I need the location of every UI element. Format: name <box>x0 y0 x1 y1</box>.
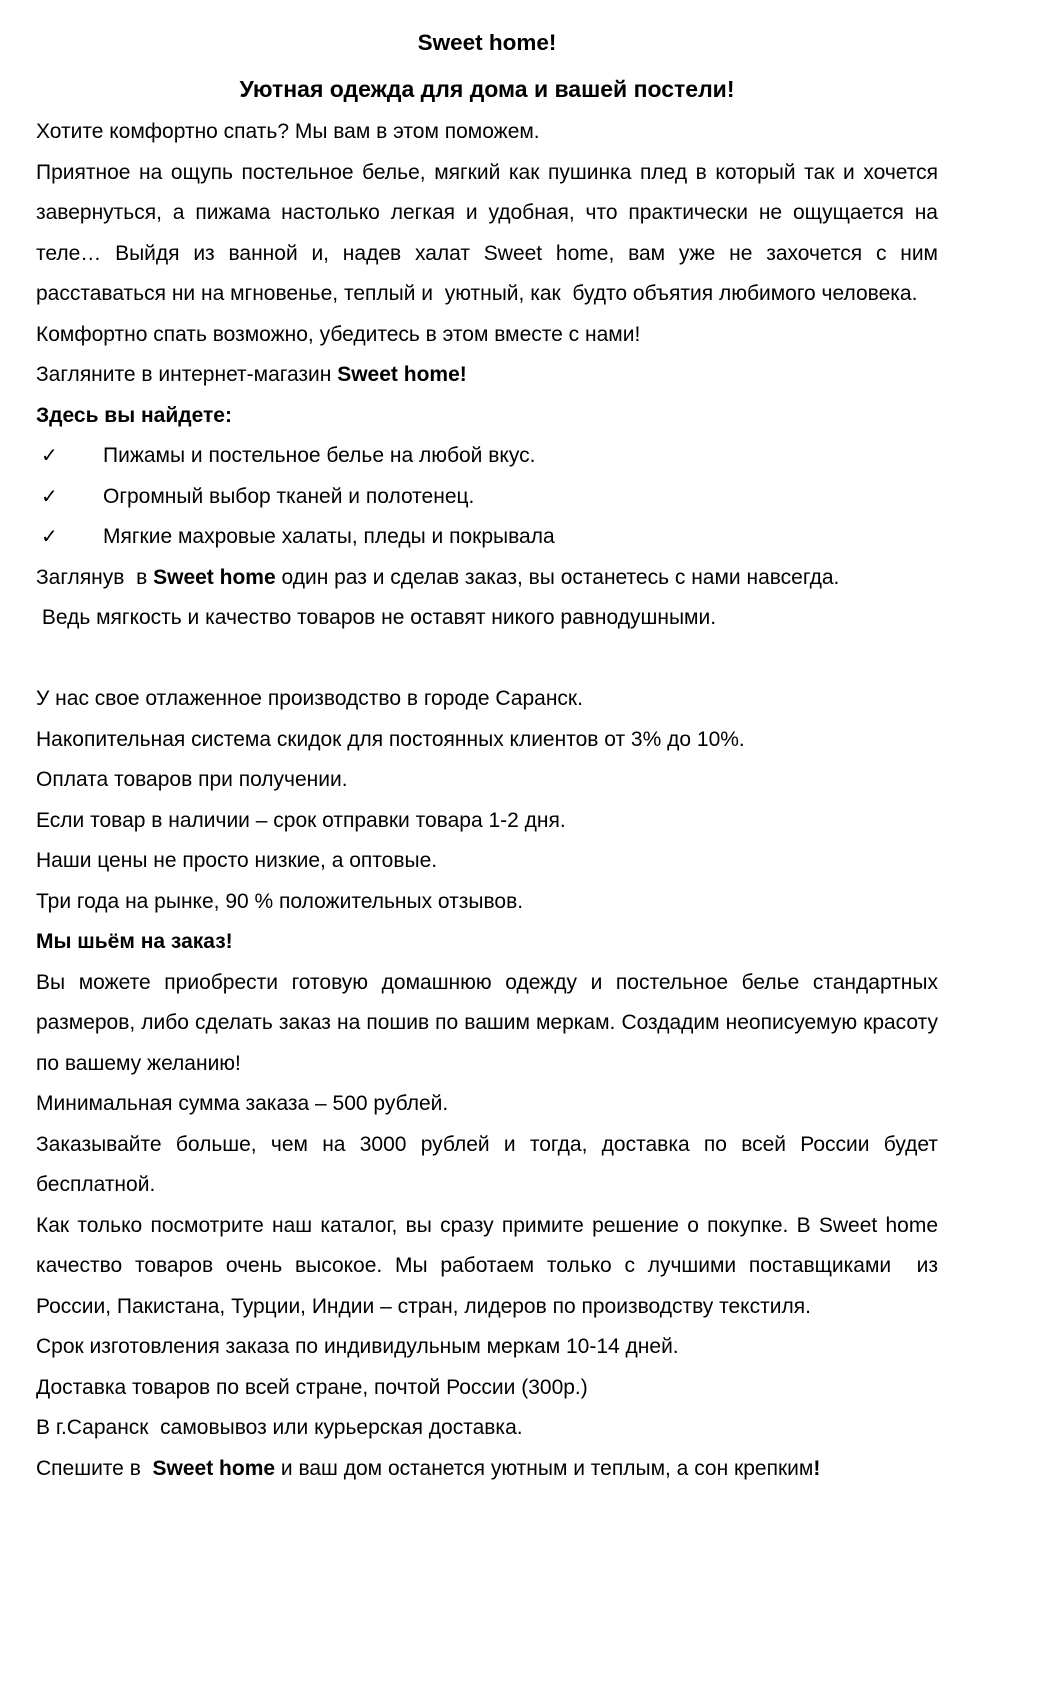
paragraph-text: Огромный выбор тканей и полотенец. <box>103 484 475 508</box>
paragraph <box>36 1327 938 1368</box>
paragraph <box>36 1368 938 1409</box>
paragraph-text: Доставка товаров по всей стране, почтой России (300р.) <box>36 1375 588 1399</box>
paragraph-text: Приятное на ощупь постельное белье, мягкий как пушинка плед в который так и хочется завернуться, а пижама настолько легкая и удобная, что практически не ощущается на теле… Выйдя из ванной и, надев халат Sweet home, вам уже не захочется с ним расставаться ни на мгновенье, теплый и уютный, как будто объятия любимого человека. <box>36 160 944 305</box>
blank-line <box>36 639 938 680</box>
paragraph <box>36 1449 938 1490</box>
paragraph-text: Мягкие махровые халаты, пледы и покрывала <box>103 525 555 548</box>
paragraph <box>36 801 938 842</box>
paragraph <box>36 396 938 437</box>
paragraph <box>36 1408 938 1449</box>
document-header <box>36 20 938 112</box>
paragraph-text: Пижамы и постельное белье на любой вкус. <box>103 444 536 467</box>
paragraph <box>36 1206 944 1328</box>
paragraph-text: В г.Саранск самовывоз или курьерская доставка. <box>36 1416 523 1439</box>
paragraph <box>36 598 938 639</box>
paragraph-text: Срок изготовления заказа по индивидульным меркам 10-14 дней. <box>36 1335 679 1358</box>
paragraph-text: Заглянув в Sweet home один раз и сделав заказ, вы останетесь с нами навсегда. <box>36 565 840 589</box>
paragraph-text: Ведь мягкость и качество товаров не оставят никого равнодушными. <box>36 606 717 629</box>
paragraph <box>36 679 938 720</box>
list-item <box>36 517 938 558</box>
document-body <box>36 112 944 1489</box>
paragraph <box>36 112 938 153</box>
paragraph <box>36 922 938 963</box>
paragraph-text: Оплата товаров при получении. <box>36 768 348 791</box>
paragraph <box>36 558 938 599</box>
paragraph-text: Вы можете приобрести готовую домашнюю одежду и постельное белье стандартных размеров, либо сделать заказ на пошив по вашим меркам. Создадим неописуемую красоту по вашему желанию! <box>36 970 944 1075</box>
paragraph <box>36 760 938 801</box>
paragraph-text: Загляните в интернет-магазин Sweet home! <box>36 363 467 386</box>
paragraph <box>36 315 938 356</box>
paragraph-text: Наши цены не просто низкие, а оптовые. <box>36 849 438 872</box>
paragraph <box>36 355 938 396</box>
paragraph <box>36 1084 938 1125</box>
paragraph-text: Накопительная система скидок для постоянных клиентов от 3% до 10%. <box>36 727 745 751</box>
paragraph-text: Хотите комфортно спать? Мы вам в этом поможем. <box>36 120 540 143</box>
doc-subtitle: Уютная одежда для дома и вашей постели! <box>239 76 735 102</box>
paragraph-text: Как только посмотрите наш каталог, вы сразу примите решение о покупке. В Sweet home качество товаров очень высокое. Мы работаем только с лучшими поставщиками из России, Пакистана, Турции, Индии – стран, лидеров по производству текстиля. <box>36 1213 944 1318</box>
paragraph <box>36 153 944 315</box>
check-icon: ✓ <box>41 526 58 548</box>
paragraph-text: Заказывайте больше, чем на 3000 рублей и тогда, доставка по всей России будет бесплатной. <box>36 1132 944 1196</box>
list-item <box>36 477 938 518</box>
list-item <box>36 436 938 477</box>
paragraph-text: Здесь вы найдете: <box>36 403 232 427</box>
paragraph <box>36 720 938 761</box>
paragraph <box>36 963 944 1085</box>
paragraph-text: Мы шьём на заказ! <box>36 930 233 953</box>
paragraph <box>36 1125 944 1206</box>
paragraph-text: Минимальная сумма заказа – 500 рублей. <box>36 1092 449 1115</box>
paragraph-text: Три года на рынке, 90 % положительных отзывов. <box>36 889 524 913</box>
paragraph-text: Спешите в Sweet home и ваш дом останется уютным и теплым, а сон крепким! <box>36 1456 821 1480</box>
check-icon: ✓ <box>41 445 58 467</box>
check-icon: ✓ <box>41 485 58 508</box>
paragraph-text: У нас свое отлаженное производство в городе Саранск. <box>36 687 583 710</box>
doc-title: Sweet home! <box>417 30 557 55</box>
paragraph <box>36 882 938 923</box>
paragraph-text: Комфортно спать возможно, убедитесь в этом вместе с нами! <box>36 322 641 346</box>
paragraph <box>36 841 938 882</box>
paragraph-text: Если товар в наличии – срок отправки товара 1-2 дня. <box>36 808 566 832</box>
